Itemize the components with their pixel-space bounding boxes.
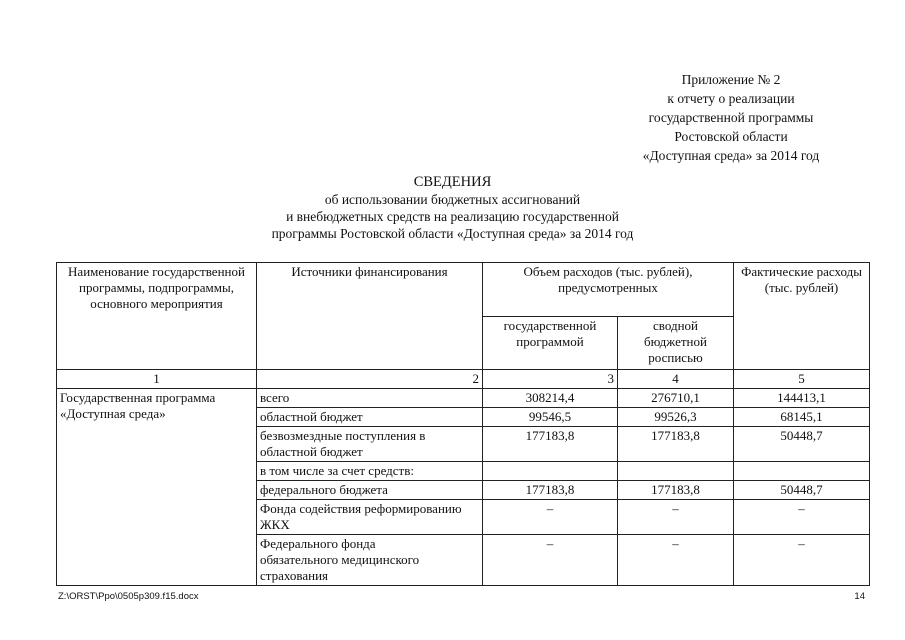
column-number: 3 [483,370,618,389]
budget-value: 99526,3 [618,408,734,427]
expenditure-table [56,262,870,586]
appendix-line: Ростовской области [674,129,788,144]
appendix-line: «Доступная среда» за 2014 год [642,148,820,163]
actual-value [734,462,870,481]
source-cell: всего [257,389,483,408]
column-numbers-row [57,370,870,389]
actual-value: 50448,7 [734,427,870,462]
document-heading [0,174,905,242]
appendix-line: к отчету о реализации [667,91,795,106]
program-value [483,462,618,481]
source-cell: Фонда содействия реформированию ЖКХ [257,500,483,535]
actual-value: 68145,1 [734,408,870,427]
source-cell: федерального бюджета [257,481,483,500]
appendix-line: Приложение № 2 [681,72,781,87]
actual-value: – [734,500,870,535]
budget-value: 177183,8 [618,427,734,462]
budget-value: – [618,500,734,535]
source-cell: в том числе за счет средств: [257,462,483,481]
appendix-line: государственной программы [648,110,814,125]
program-value: 308214,4 [483,389,618,408]
column-number: 1 [57,370,257,389]
budget-value: 177183,8 [618,481,734,500]
column-number: 2 [257,370,483,389]
document-title: СВЕДЕНИЯ [413,174,492,190]
program-value: – [483,535,618,586]
budget-value [618,462,734,481]
actual-value: 144413,1 [734,389,870,408]
budget-value: 276710,1 [618,389,734,408]
heading-line: программы Ростовской области «Доступная среда» за 2014 год [271,226,634,241]
file-path: Z:\ORST\Ppo\0505p309.f15.docx [58,591,199,602]
program-name: Государственная программа «Доступная среда» [57,389,257,586]
program-value: 99546,5 [483,408,618,427]
header-volume: Объем расходов (тыс. рублей), предусмотренных [483,263,734,317]
appendix-block [611,70,851,165]
header-volume-program: государственной программой [483,317,618,370]
actual-value: 50448,7 [734,481,870,500]
heading-line: об использовании бюджетных ассигнований [324,192,581,207]
header-sources: Источники финансирования [257,263,483,370]
header-actual: Фактические расходы (тыс. рублей) [734,263,870,370]
heading-line: и внебюджетных средств на реализацию государственной [286,209,619,224]
column-number: 4 [618,370,734,389]
budget-value: – [618,535,734,586]
column-number: 5 [734,370,870,389]
page-number: 14 [854,591,865,602]
header-name: Наименование государственной программы, подпрограммы, основного мероприятия [57,263,257,370]
table-row [57,389,870,408]
program-value: – [483,500,618,535]
program-value: 177183,8 [483,427,618,462]
source-cell: областной бюджет [257,408,483,427]
header-volume-budget: сводной бюджетной росписью [618,317,734,370]
actual-value: – [734,535,870,586]
source-cell: безвозмездные поступления в областной бюджет [257,427,483,462]
program-value: 177183,8 [483,481,618,500]
source-cell: Федерального фонда обязательного медицинского страхования [257,535,483,586]
